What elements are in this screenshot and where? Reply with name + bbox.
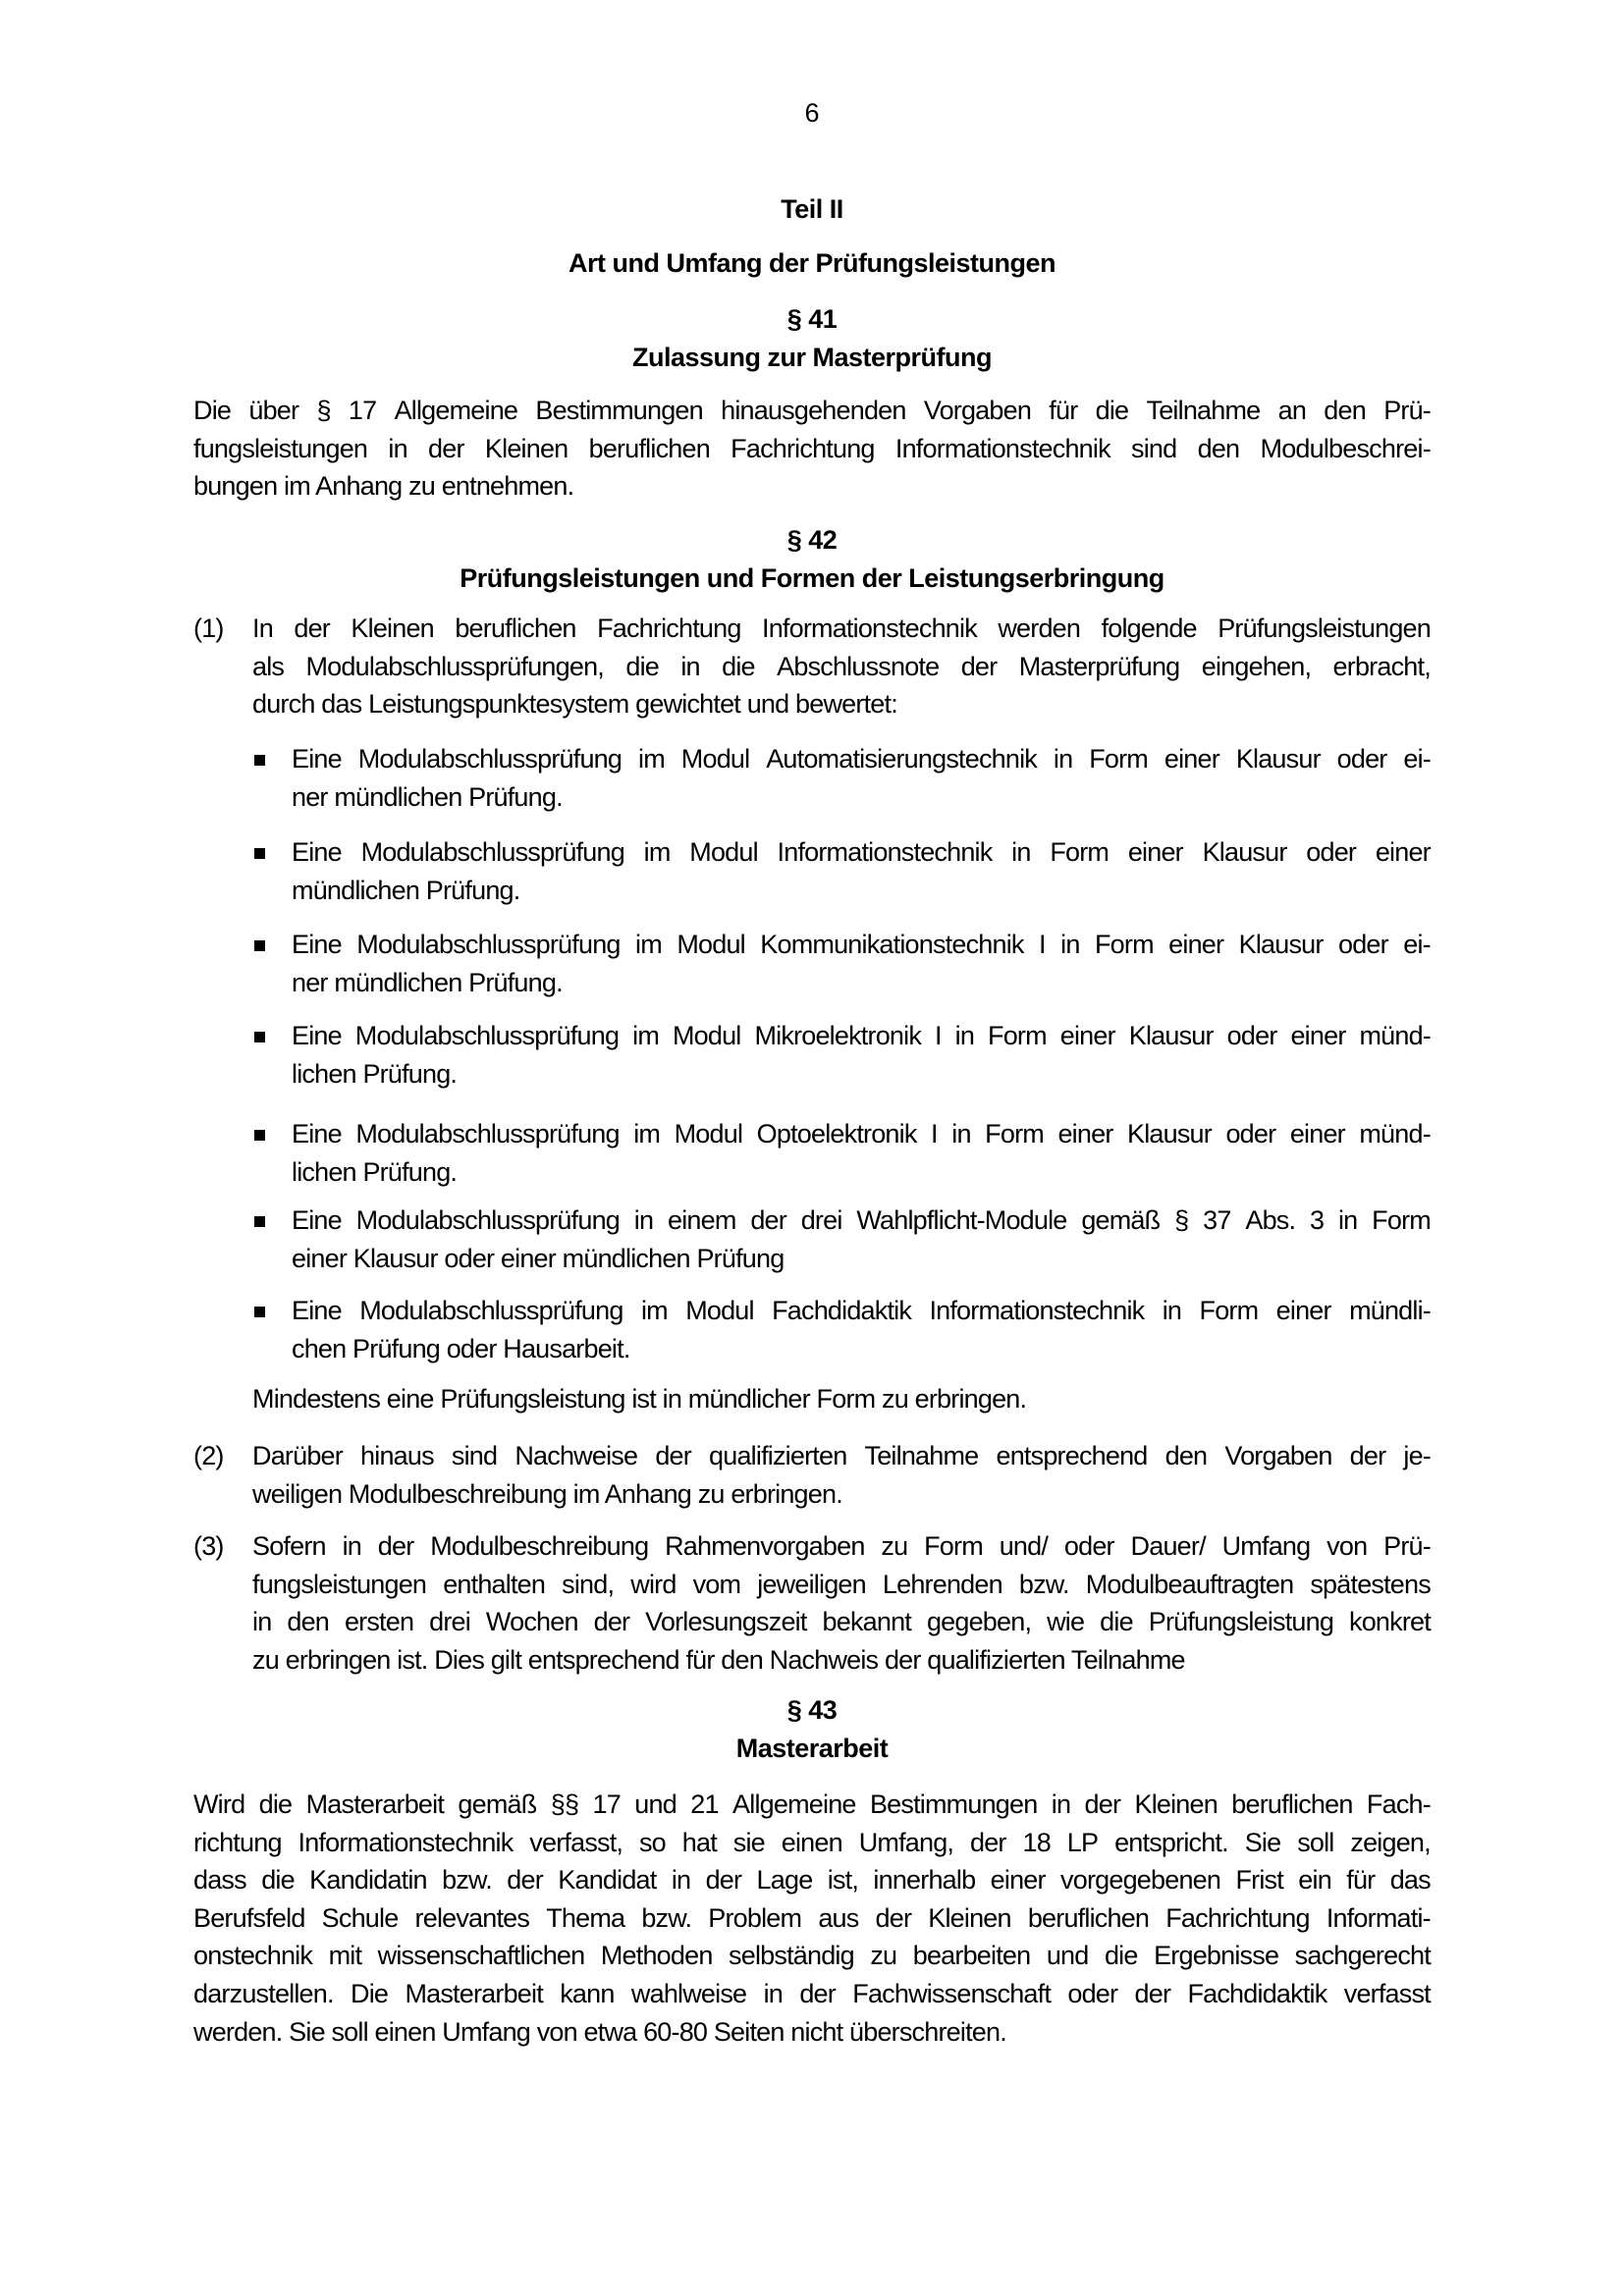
paragraph-line: zu erbringen ist. Dies gilt entsprechend für den Nachweis der qualifizierten Teilnahme bbox=[252, 1644, 1185, 1675]
bullet-item bbox=[292, 833, 1431, 909]
page-number: 6 bbox=[804, 98, 820, 128]
part-title: Teil II bbox=[781, 194, 843, 224]
paragraph-line: Die über § 17 Allgemeine Bestimmungen hinausgehenden Vorgaben für die Teilnahme an den Prü- bbox=[193, 396, 1431, 425]
section-42-number: § 42 bbox=[786, 525, 838, 555]
bullet-line: Eine Modulabschlussprüfung im Modul Kommunikationstechnik I in Form einer Klausur oder ei- bbox=[292, 930, 1431, 959]
item-number: (1) bbox=[193, 614, 224, 643]
paragraph-line: weiligen Modulbeschreibung im Anhang zu erbringen. bbox=[252, 1478, 842, 1509]
bullet-line: lichen Prüfung. bbox=[292, 1058, 458, 1089]
note-line: Mindestens eine Prüfungsleistung ist in mündlicher Form zu erbringen. bbox=[252, 1384, 1027, 1414]
bullet-icon bbox=[254, 1216, 265, 1227]
bullet-line: Eine Modulabschlussprüfung im Modul Mikroelektronik I in Form einer Klausur oder einer münd- bbox=[292, 1021, 1431, 1050]
bullet-line: Eine Modulabschlussprüfung im Modul Fachdidaktik Informationstechnik in Form einer mündli- bbox=[292, 1296, 1431, 1325]
section-42-title: Prüfungsleistungen und Formen der Leistungserbringung bbox=[460, 562, 1164, 593]
section-43-number: § 43 bbox=[786, 1695, 838, 1725]
bullet-icon bbox=[254, 848, 265, 859]
paragraph-line: Wird die Masterarbeit gemäß §§ 17 und 21 Allgemeine Bestimmungen in der Kleinen beruflichen Fach- bbox=[193, 1789, 1431, 1819]
paragraph-line: bungen im Anhang zu entnehmen. bbox=[193, 471, 574, 502]
bullet-line: einer Klausur oder einer mündlichen Prüfung bbox=[292, 1243, 785, 1273]
bullet-icon bbox=[254, 940, 265, 951]
section-41-title: Zulassung zur Masterprüfung bbox=[631, 342, 993, 372]
paragraph-line: richtung Informationstechnik verfasst, so hat sie einen Umfang, der 18 LP entspricht. Sie soll zeigen, bbox=[193, 1827, 1431, 1857]
bullet-line: Eine Modulabschlussprüfung im Modul Optoelektronik I in Form einer Klausur oder einer münd- bbox=[292, 1119, 1431, 1148]
paragraph-line: als Modulabschlussprüfungen, die in die Abschlussnote der Masterprüfung eingehen, erbracht, bbox=[252, 651, 1431, 681]
paragraph-line: fungsleistungen in der Kleinen beruflichen Fachrichtung Informationstechnik sind den Modulbeschrei- bbox=[193, 433, 1431, 463]
bullet-item bbox=[292, 1115, 1431, 1191]
paragraph-line: in den ersten drei Wochen der Vorlesungszeit bekannt gegeben, wie die Prüfungsleistung konkret bbox=[252, 1607, 1431, 1637]
item-number: (3) bbox=[193, 1531, 224, 1561]
section-41-number: § 41 bbox=[786, 304, 838, 334]
paragraph-line: Darüber hinaus sind Nachweise der qualifizierten Teilnahme entsprechend den Vorgaben der je- bbox=[252, 1441, 1431, 1470]
numbered-item-2 bbox=[193, 1437, 1431, 1513]
bullet-icon bbox=[254, 1307, 265, 1317]
bullet-item bbox=[292, 740, 1431, 816]
bullet-line: Eine Modulabschlussprüfung in einem der drei Wahlpflicht-Module gemäß § 37 Abs. 3 in Form bbox=[292, 1205, 1431, 1235]
section-43-title: Masterarbeit bbox=[735, 1733, 889, 1763]
paragraph-line: Sofern in der Modulbeschreibung Rahmenvorgaben zu Form und/ oder Dauer/ Umfang von Prü- bbox=[252, 1531, 1431, 1561]
paragraph-line: werden. Sie soll einen Umfang von etwa 60-80 Seiten nicht überschreiten. bbox=[193, 2016, 1006, 2047]
paragraph-line: dass die Kandidatin bzw. der Kandidat in der Lage ist, innerhalb einer vorgegebenen Frist ein für das bbox=[193, 1865, 1431, 1896]
bullet-icon bbox=[254, 755, 265, 766]
paragraph-line: durch das Leistungspunktesystem gewichtet und bewertet: bbox=[252, 689, 897, 720]
bullet-icon bbox=[254, 1130, 265, 1141]
bullet-line: mündlichen Prüfung. bbox=[292, 875, 520, 905]
bullet-line: Eine Modulabschlussprüfung im Modul Informationstechnik in Form einer Klausur oder einer bbox=[292, 837, 1431, 867]
numbered-item-3 bbox=[193, 1527, 1431, 1679]
bullet-item bbox=[292, 1292, 1431, 1367]
item-number: (2) bbox=[193, 1441, 224, 1470]
bullet-item bbox=[292, 1201, 1431, 1277]
paragraph-line: In der Kleinen beruflichen Fachrichtung Informationstechnik werden folgende Prüfungsleistungen bbox=[252, 614, 1431, 643]
bullet-line: chen Prüfung oder Hausarbeit. bbox=[292, 1333, 630, 1363]
bullet-item bbox=[292, 926, 1431, 1001]
bullet-line: ner mündlichen Prüfung. bbox=[292, 781, 563, 812]
part-subtitle: Art und Umfang der Prüfungsleistungen bbox=[568, 248, 1056, 278]
paragraph-line: Berufsfeld Schule relevantes Thema bzw. Problem aus der Kleinen beruflichen Fachrichtung Informati- bbox=[193, 1902, 1431, 1933]
bullet-line: Eine Modulabschlussprüfung im Modul Automatisierungstechnik in Form einer Klausur oder ei- bbox=[292, 744, 1431, 774]
section-43-paragraph bbox=[193, 1786, 1431, 2051]
bullet-icon bbox=[254, 1032, 265, 1042]
paragraph-line: fungsleistungen enthalten sind, wird vom jeweiligen Lehrenden bzw. Modulbeauftragten spätestens bbox=[252, 1569, 1431, 1599]
section-41-paragraph bbox=[193, 392, 1431, 506]
bullet-item bbox=[292, 1017, 1431, 1093]
numbered-item-1 bbox=[193, 610, 1431, 723]
paragraph-line: onstechnik mit wissenschaftlichen Methoden selbständig zu bearbeiten und die Ergebnisse sachgerecht bbox=[193, 1941, 1431, 1971]
bullet-line: lichen Prüfung. bbox=[292, 1156, 458, 1187]
paragraph-line: darzustellen. Die Masterarbeit kann wahlweise in der Fachwissenschaft oder der Fachdidaktik verfasst bbox=[193, 1978, 1431, 2008]
bullet-line: ner mündlichen Prüfung. bbox=[292, 967, 563, 997]
